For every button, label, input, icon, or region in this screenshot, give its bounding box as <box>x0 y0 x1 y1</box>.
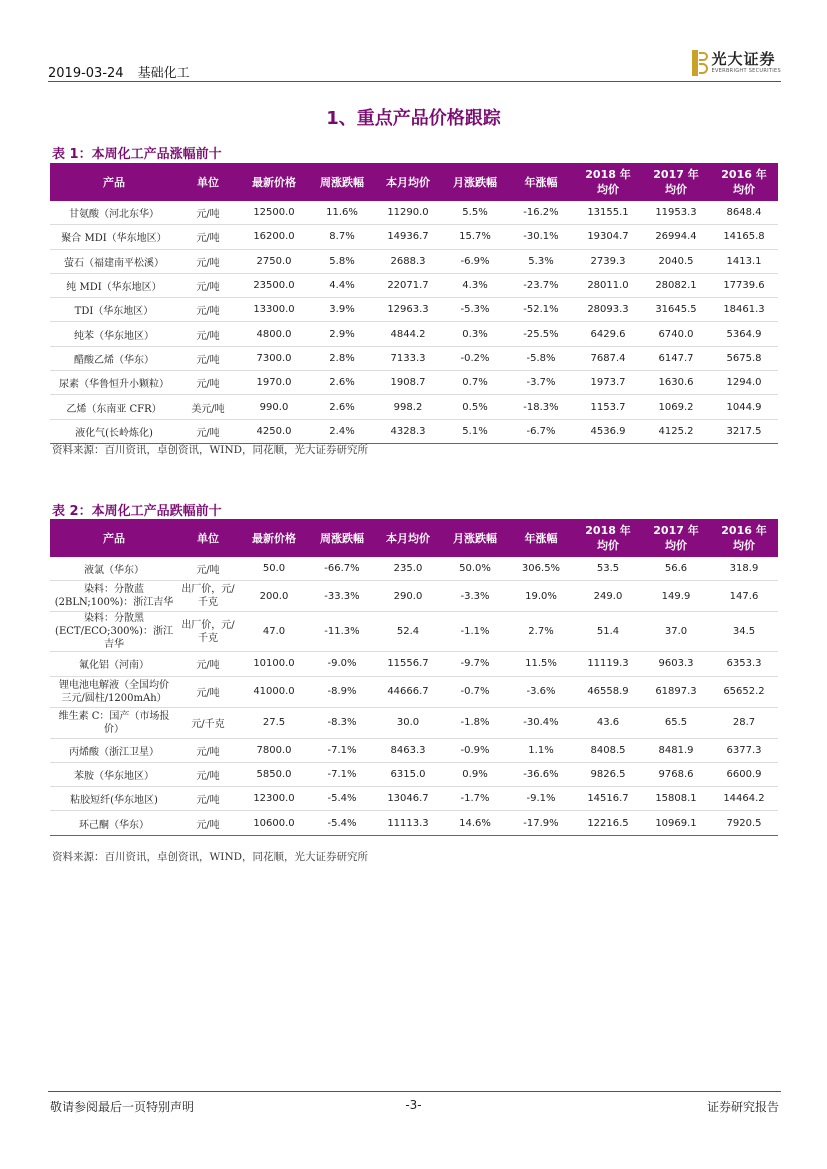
value-cell: 19.0% <box>508 581 574 612</box>
value-cell: 7687.4 <box>574 346 642 370</box>
table1-header-cell: 月涨跌幅 <box>442 163 508 201</box>
value-cell: 3.9% <box>310 298 374 322</box>
table1-header-cell: 最新价格 <box>238 163 310 201</box>
value-cell: 18461.3 <box>710 298 778 322</box>
value-cell: 47.0 <box>238 612 310 652</box>
table1-header-cell: 2016 年 均价 <box>710 163 778 201</box>
table-row <box>50 557 778 581</box>
table2-header-cell: 最新价格 <box>238 519 310 557</box>
table-row <box>50 298 778 322</box>
table-row <box>50 225 778 249</box>
report-header <box>48 62 190 81</box>
value-cell: 318.9 <box>710 557 778 581</box>
table1-header-cell: 年涨幅 <box>508 163 574 201</box>
unit-cell: 元/吨 <box>178 762 238 786</box>
value-cell: 9768.6 <box>642 762 710 786</box>
table1-source: 资料来源：百川资讯，卓创资讯，WIND，同花顺，光大证券研究所 <box>52 444 369 456</box>
value-cell: -3.3% <box>442 581 508 612</box>
value-cell: 19304.7 <box>574 225 642 249</box>
table2-losers <box>50 519 778 836</box>
value-cell: 149.9 <box>642 581 710 612</box>
value-cell: 7800.0 <box>238 738 310 762</box>
value-cell: 6377.3 <box>710 738 778 762</box>
value-cell: 2.7% <box>508 612 574 652</box>
broker-logo <box>692 50 781 76</box>
value-cell: 15808.1 <box>642 787 710 811</box>
product-cell: 锂电池电解液（全国均价 三元/圆柱/1200mAh） <box>50 676 178 707</box>
unit-cell: 元/吨 <box>178 652 238 676</box>
value-cell: -5.3% <box>442 298 508 322</box>
value-cell: 5.3% <box>508 249 574 273</box>
value-cell: 5.1% <box>442 419 508 443</box>
table2-header-cell: 单位 <box>178 519 238 557</box>
table1-header-cell: 周涨跌幅 <box>310 163 374 201</box>
table2-header-cell: 2016 年 均价 <box>710 519 778 557</box>
value-cell: -5.4% <box>310 787 374 811</box>
value-cell: 51.4 <box>574 612 642 652</box>
value-cell: -1.1% <box>442 612 508 652</box>
value-cell: 12216.5 <box>574 811 642 835</box>
value-cell: 10100.0 <box>238 652 310 676</box>
product-cell: 液氯（华东） <box>50 557 178 581</box>
value-cell: 5364.9 <box>710 322 778 346</box>
table1-header-cell: 产品 <box>50 163 178 201</box>
value-cell: -3.6% <box>508 676 574 707</box>
value-cell: 2.6% <box>310 395 374 419</box>
value-cell: -17.9% <box>508 811 574 835</box>
report-sector: 基础化工 <box>137 66 190 81</box>
value-cell: 46558.9 <box>574 676 642 707</box>
value-cell: 11113.3 <box>374 811 442 835</box>
value-cell: 235.0 <box>374 557 442 581</box>
value-cell: 0.5% <box>442 395 508 419</box>
value-cell: 8648.4 <box>710 201 778 225</box>
value-cell: 1294.0 <box>710 371 778 395</box>
value-cell: -18.3% <box>508 395 574 419</box>
value-cell: -23.7% <box>508 273 574 297</box>
value-cell: -0.2% <box>442 346 508 370</box>
value-cell: -11.3% <box>310 612 374 652</box>
value-cell: 56.6 <box>642 557 710 581</box>
value-cell: 1908.7 <box>374 371 442 395</box>
value-cell: 2.6% <box>310 371 374 395</box>
table2-header-row <box>50 519 778 557</box>
value-cell: 11.6% <box>310 201 374 225</box>
table2-header-cell: 月涨跌幅 <box>442 519 508 557</box>
value-cell: 27.5 <box>238 707 310 738</box>
table-row <box>50 419 778 443</box>
table1-header-cell: 本月均价 <box>374 163 442 201</box>
value-cell: 28093.3 <box>574 298 642 322</box>
value-cell: 50.0 <box>238 557 310 581</box>
value-cell: 7920.5 <box>710 811 778 835</box>
section-title: 1、重点产品价格跟踪 <box>326 108 501 129</box>
table-row <box>50 249 778 273</box>
value-cell: 249.0 <box>574 581 642 612</box>
logo-mark-icon <box>692 50 708 76</box>
table-row <box>50 322 778 346</box>
value-cell: 22071.7 <box>374 273 442 297</box>
value-cell: 61897.3 <box>642 676 710 707</box>
table1-title: 表 1：本周化工产品涨幅前十 <box>52 147 222 162</box>
value-cell: 4800.0 <box>238 322 310 346</box>
value-cell: -8.9% <box>310 676 374 707</box>
product-cell: 纯苯（华东地区） <box>50 322 178 346</box>
value-cell: 8481.9 <box>642 738 710 762</box>
value-cell: -30.4% <box>508 707 574 738</box>
unit-cell: 出厂价，元/ 千克 <box>178 581 238 612</box>
value-cell: 11.5% <box>508 652 574 676</box>
value-cell: 26994.4 <box>642 225 710 249</box>
value-cell: -33.3% <box>310 581 374 612</box>
table-row <box>50 707 778 738</box>
unit-cell: 元/吨 <box>178 787 238 811</box>
value-cell: 8463.3 <box>374 738 442 762</box>
value-cell: -3.7% <box>508 371 574 395</box>
unit-cell: 元/吨 <box>178 298 238 322</box>
product-cell: 环己酮（华东） <box>50 811 178 835</box>
value-cell: 13155.1 <box>574 201 642 225</box>
unit-cell: 出厂价，元/ 千克 <box>178 612 238 652</box>
value-cell: -1.8% <box>442 707 508 738</box>
value-cell: 0.3% <box>442 322 508 346</box>
value-cell: -66.7% <box>310 557 374 581</box>
value-cell: 290.0 <box>374 581 442 612</box>
value-cell: 3217.5 <box>710 419 778 443</box>
value-cell: 5850.0 <box>238 762 310 786</box>
value-cell: 10969.1 <box>642 811 710 835</box>
table1-header-cell: 2018 年 均价 <box>574 163 642 201</box>
value-cell: 4536.9 <box>574 419 642 443</box>
table1-header-cell: 2017 年 均价 <box>642 163 710 201</box>
value-cell: 1044.9 <box>710 395 778 419</box>
value-cell: -7.1% <box>310 738 374 762</box>
value-cell: 5.5% <box>442 201 508 225</box>
value-cell: 0.9% <box>442 762 508 786</box>
value-cell: 7133.3 <box>374 346 442 370</box>
table-row <box>50 787 778 811</box>
unit-cell: 元/吨 <box>178 676 238 707</box>
value-cell: 28011.0 <box>574 273 642 297</box>
value-cell: 2739.3 <box>574 249 642 273</box>
value-cell: 4.3% <box>442 273 508 297</box>
value-cell: 200.0 <box>238 581 310 612</box>
table2-source: 资料来源：百川资讯，卓创资讯，WIND，同花顺，光大证券研究所 <box>52 851 369 863</box>
value-cell: 17739.6 <box>710 273 778 297</box>
value-cell: -9.0% <box>310 652 374 676</box>
value-cell: -8.3% <box>310 707 374 738</box>
value-cell: 28.7 <box>710 707 778 738</box>
value-cell: 5.8% <box>310 249 374 273</box>
unit-cell: 元/吨 <box>178 811 238 835</box>
product-cell: 乙烯（东南亚 CFR） <box>50 395 178 419</box>
unit-cell: 美元/吨 <box>178 395 238 419</box>
value-cell: 4125.2 <box>642 419 710 443</box>
value-cell: 1413.1 <box>710 249 778 273</box>
product-cell: 维生素 C：国产（市场报 价） <box>50 707 178 738</box>
value-cell: 2750.0 <box>238 249 310 273</box>
value-cell: 6740.0 <box>642 322 710 346</box>
table2-title: 表 2：本周化工产品跌幅前十 <box>52 504 222 519</box>
value-cell: 990.0 <box>238 395 310 419</box>
value-cell: 14165.8 <box>710 225 778 249</box>
product-cell: 染料：分散黑 (ECT/ECO;300%)：浙江 吉华 <box>50 612 178 652</box>
value-cell: 15.7% <box>442 225 508 249</box>
product-cell: 粘胶短纤(华东地区) <box>50 787 178 811</box>
value-cell: -1.7% <box>442 787 508 811</box>
logo-en-text: EVERBRIGHT SECURITIES <box>711 68 781 74</box>
value-cell: 6600.9 <box>710 762 778 786</box>
product-cell: TDI（华东地区） <box>50 298 178 322</box>
table2-header-cell: 产品 <box>50 519 178 557</box>
value-cell: 12963.3 <box>374 298 442 322</box>
product-cell: 醋酸乙烯（华东） <box>50 346 178 370</box>
value-cell: 6353.3 <box>710 652 778 676</box>
value-cell: 0.7% <box>442 371 508 395</box>
unit-cell: 元/吨 <box>178 249 238 273</box>
value-cell: -9.1% <box>508 787 574 811</box>
unit-cell: 元/吨 <box>178 371 238 395</box>
value-cell: -0.9% <box>442 738 508 762</box>
table-row <box>50 201 778 225</box>
value-cell: -6.7% <box>508 419 574 443</box>
table-row <box>50 346 778 370</box>
value-cell: 11119.3 <box>574 652 642 676</box>
value-cell: 11556.7 <box>374 652 442 676</box>
unit-cell: 元/吨 <box>178 346 238 370</box>
table-row <box>50 612 778 652</box>
product-cell: 苯胺（华东地区） <box>50 762 178 786</box>
table-row <box>50 395 778 419</box>
value-cell: 13300.0 <box>238 298 310 322</box>
table-row <box>50 371 778 395</box>
value-cell: -36.6% <box>508 762 574 786</box>
unit-cell: 元/吨 <box>178 419 238 443</box>
footer-disclaimer: 敬请参阅最后一页特别声明 <box>50 1100 195 1114</box>
product-cell: 萤石（福建南平松溪） <box>50 249 178 273</box>
value-cell: 1.1% <box>508 738 574 762</box>
table1-header-row <box>50 163 778 201</box>
value-cell: 2688.3 <box>374 249 442 273</box>
table2-header-cell: 本月均价 <box>374 519 442 557</box>
table-row <box>50 273 778 297</box>
table2-header-cell: 2017 年 均价 <box>642 519 710 557</box>
value-cell: 53.5 <box>574 557 642 581</box>
value-cell: 16200.0 <box>238 225 310 249</box>
value-cell: 65652.2 <box>710 676 778 707</box>
value-cell: 9826.5 <box>574 762 642 786</box>
product-cell: 尿素（华鲁恒升小颗粒） <box>50 371 178 395</box>
product-cell: 氟化铝（河南） <box>50 652 178 676</box>
value-cell: 14.6% <box>442 811 508 835</box>
value-cell: 12500.0 <box>238 201 310 225</box>
value-cell: -52.1% <box>508 298 574 322</box>
table2-header-cell: 周涨跌幅 <box>310 519 374 557</box>
value-cell: 2040.5 <box>642 249 710 273</box>
value-cell: 998.2 <box>374 395 442 419</box>
value-cell: 13046.7 <box>374 787 442 811</box>
product-cell: 液化气(长岭炼化) <box>50 419 178 443</box>
value-cell: 44666.7 <box>374 676 442 707</box>
header-divider <box>48 81 781 82</box>
unit-cell: 元/千克 <box>178 707 238 738</box>
value-cell: 14516.7 <box>574 787 642 811</box>
table-row <box>50 738 778 762</box>
value-cell: 11953.3 <box>642 201 710 225</box>
value-cell: 12300.0 <box>238 787 310 811</box>
value-cell: 4.4% <box>310 273 374 297</box>
value-cell: 4844.2 <box>374 322 442 346</box>
value-cell: 6429.6 <box>574 322 642 346</box>
value-cell: 4250.0 <box>238 419 310 443</box>
value-cell: -9.7% <box>442 652 508 676</box>
value-cell: 1069.2 <box>642 395 710 419</box>
table2-header-cell: 年涨幅 <box>508 519 574 557</box>
footer-report-type: 证券研究报告 <box>706 1100 779 1114</box>
value-cell: 1970.0 <box>238 371 310 395</box>
value-cell: 147.6 <box>710 581 778 612</box>
value-cell: 14936.7 <box>374 225 442 249</box>
table1-body <box>50 201 778 443</box>
value-cell: 14464.2 <box>710 787 778 811</box>
value-cell: 7300.0 <box>238 346 310 370</box>
value-cell: 23500.0 <box>238 273 310 297</box>
value-cell: -0.7% <box>442 676 508 707</box>
unit-cell: 元/吨 <box>178 557 238 581</box>
value-cell: 4328.3 <box>374 419 442 443</box>
value-cell: 50.0% <box>442 557 508 581</box>
value-cell: -5.4% <box>310 811 374 835</box>
value-cell: 30.0 <box>374 707 442 738</box>
value-cell: -5.8% <box>508 346 574 370</box>
page-number: -3- <box>405 1098 422 1112</box>
product-cell: 丙烯酸（浙江卫星） <box>50 738 178 762</box>
unit-cell: 元/吨 <box>178 225 238 249</box>
value-cell: 43.6 <box>574 707 642 738</box>
value-cell: 1973.7 <box>574 371 642 395</box>
value-cell: 11290.0 <box>374 201 442 225</box>
value-cell: 1630.6 <box>642 371 710 395</box>
product-cell: 聚合 MDI（华东地区） <box>50 225 178 249</box>
report-date: 2019-03-24 <box>48 66 124 81</box>
value-cell: 31645.5 <box>642 298 710 322</box>
value-cell: 5675.8 <box>710 346 778 370</box>
table2-body <box>50 557 778 835</box>
value-cell: -6.9% <box>442 249 508 273</box>
value-cell: 65.5 <box>642 707 710 738</box>
value-cell: 8408.5 <box>574 738 642 762</box>
table-row <box>50 652 778 676</box>
unit-cell: 元/吨 <box>178 738 238 762</box>
value-cell: 41000.0 <box>238 676 310 707</box>
value-cell: 2.8% <box>310 346 374 370</box>
value-cell: 1153.7 <box>574 395 642 419</box>
table-row <box>50 676 778 707</box>
value-cell: 2.9% <box>310 322 374 346</box>
table1-header-cell: 单位 <box>178 163 238 201</box>
table2-header-cell: 2018 年 均价 <box>574 519 642 557</box>
value-cell: 2.4% <box>310 419 374 443</box>
value-cell: 9603.3 <box>642 652 710 676</box>
unit-cell: 元/吨 <box>178 273 238 297</box>
value-cell: -7.1% <box>310 762 374 786</box>
table-row <box>50 581 778 612</box>
logo-cn-text: 光大证券 <box>711 50 776 68</box>
value-cell: -25.5% <box>508 322 574 346</box>
unit-cell: 元/吨 <box>178 201 238 225</box>
product-cell: 甘氨酸（河北东华） <box>50 201 178 225</box>
value-cell: 6315.0 <box>374 762 442 786</box>
unit-cell: 元/吨 <box>178 322 238 346</box>
value-cell: 6147.7 <box>642 346 710 370</box>
value-cell: -16.2% <box>508 201 574 225</box>
product-cell: 纯 MDI（华东地区） <box>50 273 178 297</box>
table1-gainers <box>50 163 778 444</box>
value-cell: 10600.0 <box>238 811 310 835</box>
value-cell: 306.5% <box>508 557 574 581</box>
value-cell: 8.7% <box>310 225 374 249</box>
value-cell: 52.4 <box>374 612 442 652</box>
value-cell: 28082.1 <box>642 273 710 297</box>
value-cell: 34.5 <box>710 612 778 652</box>
product-cell: 染料：分散蓝 (2BLN;100%)：浙江吉华 <box>50 581 178 612</box>
table-row <box>50 811 778 835</box>
footer-divider <box>48 1091 781 1092</box>
value-cell: -30.1% <box>508 225 574 249</box>
value-cell: 37.0 <box>642 612 710 652</box>
table-row <box>50 762 778 786</box>
